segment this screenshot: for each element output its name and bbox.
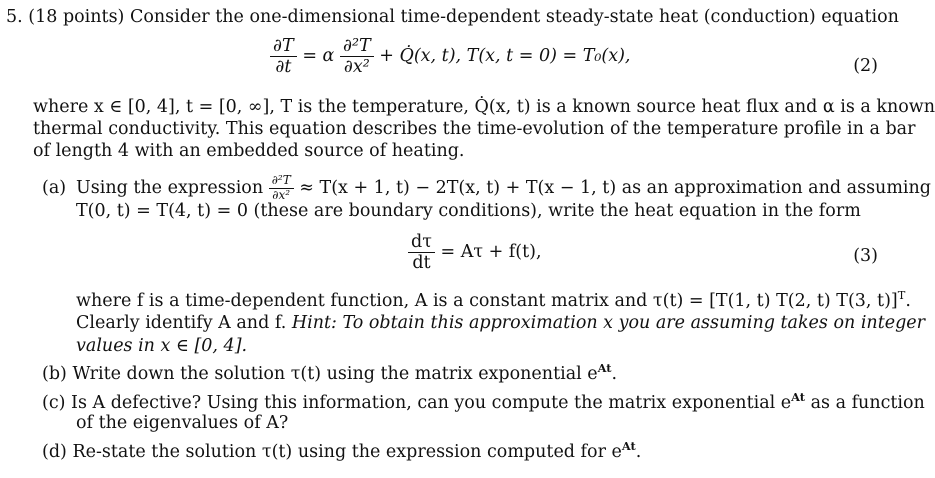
hint-line-2: values in x ∈ [0, 4]. bbox=[76, 336, 248, 356]
equals-alpha: = α bbox=[302, 46, 335, 67]
part-c: (c) Is A defective? Using this information, can you compute the matrix exponential $e^{At}$ as a function bbox=[42, 390, 925, 413]
equation-2-rest: + Q̇(x, t), T(x, t = 0) = T₀(x), bbox=[379, 46, 631, 67]
dT-dt-fraction: $\frac{\partial T}{\partial t}$ bbox=[270, 36, 297, 77]
part-c-text: Is A defective? Using this information, can you compute the matrix exponential e bbox=[71, 392, 792, 413]
problem-points: (18 points) bbox=[28, 7, 125, 27]
problem-intro: Consider the one-dimensional time-dependent steady-state heat (conduction) equation bbox=[129, 7, 899, 27]
d2T-dx2-fraction: $\frac{\text{∂²T}}{\text{∂x²}}$ bbox=[340, 36, 374, 77]
part-c-label: (c) bbox=[42, 392, 66, 413]
equation-3-label: (3) bbox=[853, 246, 878, 266]
part-a-line-1: Using the expression $\frac{\text{∂²T}}{\text{∂x²}}$ ≈ T(x + 1, t) − 2T(x, t) + T(x − 1, t) as an approximation and assuming bbox=[76, 173, 931, 202]
where-line-3: of length 4 with an embedded source of heating. bbox=[33, 141, 465, 161]
part-a-where: where f is a time-dependent function, A is a constant matrix and τ(t) = [T(1, t) T(2, t) T(3, t)]$^T$. bbox=[76, 288, 911, 311]
dtau-dt-fraction: $\frac{d\tau}{dt}$ bbox=[408, 232, 435, 273]
part-c-line-2: of the eigenvalues of A? bbox=[76, 413, 289, 433]
part-d: (d) Re-state the solution τ(t) using the expression computed for $e^{At}$. bbox=[42, 439, 642, 462]
part-d-label: (d) bbox=[42, 441, 67, 462]
part-a-line-2: T(0, t) = T(4, t) = 0 (these are boundary conditions), write the heat equation in the form bbox=[76, 201, 861, 221]
problem-number: 5. bbox=[6, 7, 23, 27]
equation-2-label: (2) bbox=[853, 56, 878, 76]
part-b-label: (b) bbox=[42, 363, 67, 384]
where-line-1: where x ∈ [0, 4], t = [0, ∞], T is the temperature, Q̇(x, t) is a known source heat flux and α is a known bbox=[33, 97, 935, 117]
equation-2 bbox=[270, 36, 631, 77]
where-line-2: thermal conductivity. This equation describes the time-evolution of the temperature profile in a bar bbox=[33, 119, 916, 139]
problem-header bbox=[6, 7, 899, 27]
hint-line-1: Hint: To obtain this approximation x you are assuming takes on integer bbox=[291, 313, 926, 333]
part-b: (b) Write down the solution τ(t) using the matrix exponential $e^{At}$. bbox=[42, 361, 618, 384]
part-a-identify: Clearly identify A and f. Hint: To obtain this approximation x you are assuming takes on integer bbox=[76, 313, 926, 333]
part-b-text: Write down the solution τ(t) using the matrix exponential e bbox=[72, 363, 598, 384]
equation-3-rhs: = Aτ + f(t), bbox=[440, 242, 542, 263]
approx-fraction: $\frac{\text{∂²T}}{\text{∂x²}}$ bbox=[269, 174, 294, 203]
equation-3 bbox=[408, 232, 542, 273]
part-a-label: (a) bbox=[42, 178, 67, 198]
part-d-text: Re-state the solution τ(t) using the expression computed for e bbox=[72, 441, 622, 462]
